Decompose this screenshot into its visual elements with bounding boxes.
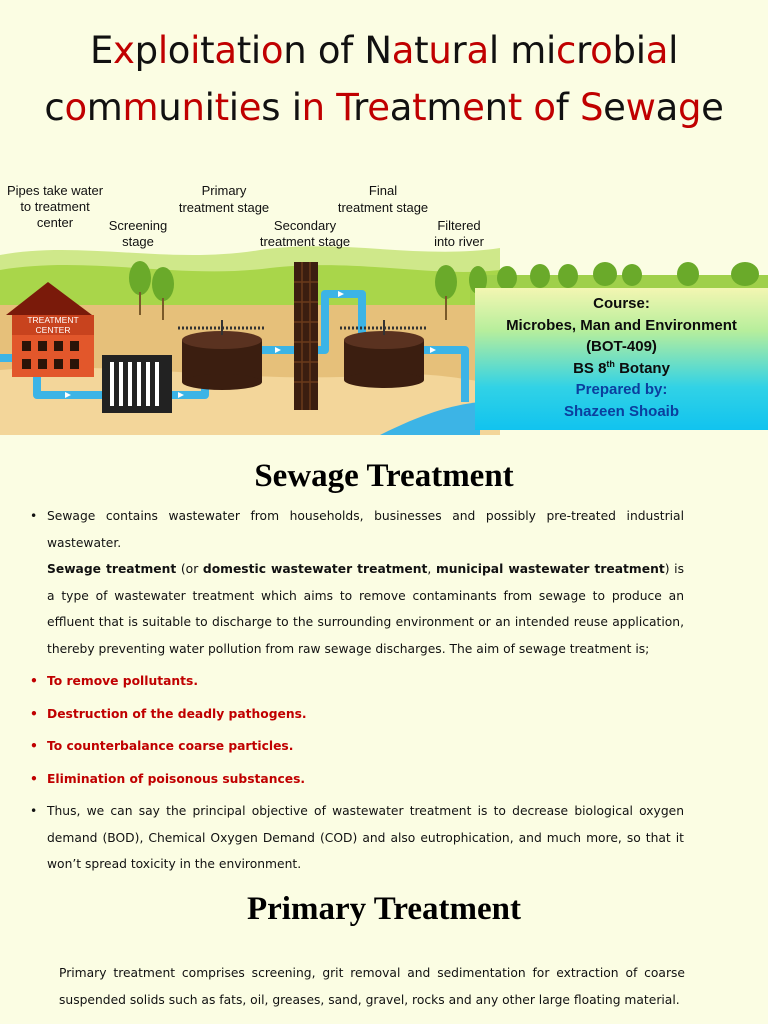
title-segment: N	[364, 29, 392, 72]
title-segment: t	[214, 86, 229, 129]
sewage-treatment-bullets	[28, 503, 684, 878]
title-segment: n	[283, 29, 307, 72]
title-segment: r	[353, 86, 368, 129]
label-screening-2: stage	[122, 234, 154, 249]
intro-bold-3: municipal wastewater treatment	[435, 562, 665, 576]
title-segment: x	[113, 29, 135, 72]
aim-item: • To counterbalance coarse particles.	[28, 733, 684, 760]
label-pipes-2: to treatment	[20, 199, 90, 214]
intro-text-1: Sewage contains wastewater from households, businesses and possibly pre-treated industrial wastewater.	[47, 509, 684, 550]
label-final-1: Final	[368, 183, 398, 198]
intro-text-4: ) is a type of wastewater treatment which aims to remove contaminants from sewage to produce an effluent that is suitable to discharge to the surrounding environment or an intended reuse application, thereby preventing water pollution from raw sewage discharges. The aim of sewage treatment is;	[47, 562, 684, 656]
title-segment: i	[228, 86, 239, 129]
primary-treatment-text: Primary treatment comprises screening, grit removal and sedimentation for extraction of coarse suspended solids such as fats, oil, greases, sand, gravel, rocks and any other large floating material.	[59, 966, 685, 1007]
title-segment: o	[590, 29, 613, 72]
program	[475, 358, 768, 380]
title-segment: w	[625, 86, 656, 129]
label-primary-2: treatment stage	[178, 200, 270, 215]
title-segment: m	[426, 86, 463, 129]
sewage-treatment-heading: Sewage Treatment	[254, 458, 514, 494]
title-segment: t	[507, 86, 522, 129]
title-segment: T	[336, 86, 354, 129]
title-segment: a	[214, 29, 237, 72]
title-segment: c	[44, 86, 65, 129]
title-segment: r	[576, 29, 591, 72]
title-segment: l mi	[488, 29, 557, 72]
treatment-center-label-1: TREATMENT	[27, 315, 79, 325]
title-segment: i	[204, 86, 215, 129]
title-segment: o	[167, 29, 191, 72]
title-segment: u	[158, 86, 182, 129]
title-segment: f	[555, 86, 580, 129]
intro-paragraph	[28, 503, 684, 662]
program-suffix: Botany	[614, 359, 670, 377]
title-segment: o	[533, 86, 556, 129]
title-segment: m	[86, 86, 123, 129]
title-line-2	[0, 79, 768, 136]
primary-treatment-heading: Primary Treatment	[247, 891, 521, 927]
title-segment: t	[200, 29, 215, 72]
title-segment: a	[655, 86, 678, 129]
title-segment: s i	[261, 86, 302, 129]
title-segment	[325, 86, 336, 129]
title-segment: n	[181, 86, 205, 129]
title-segment: o	[64, 86, 87, 129]
title-segment: t	[414, 29, 429, 72]
title-segment: e	[701, 86, 724, 129]
label-screening-1: Screening	[108, 218, 168, 233]
title-segment: p	[134, 29, 158, 72]
title-segment: c	[556, 29, 577, 72]
conclusion-paragraph: • Thus, we can say the principal objective of wastewater treatment is to decrease biological oxygen demand (BOD), Chemical Oxygen Demand (COD) and also eutrophication, and much more, so that it won’t spread toxicity in the environment.	[28, 798, 684, 878]
aim-item: • Elimination of poisonous substances.	[28, 766, 684, 793]
label-filtered-2: into river	[434, 234, 484, 249]
title-segment: a	[466, 29, 489, 72]
title-segment: t	[412, 86, 427, 129]
title-segment: u	[428, 29, 452, 72]
title-segment: m	[122, 86, 159, 129]
title-segment: e	[462, 86, 485, 129]
title-segment: a	[391, 29, 415, 72]
title-segment: e	[603, 86, 626, 129]
title-segment: e	[238, 86, 262, 129]
title-segment: n	[484, 86, 508, 129]
title-segment: of	[306, 29, 365, 72]
document-title	[0, 22, 768, 136]
title-segment	[522, 86, 533, 129]
label-secondary-1: Secondary	[273, 218, 337, 233]
program-superscript: th	[606, 358, 615, 369]
aim-item: • Destruction of the deadly pathogens.	[28, 701, 684, 728]
label-final-2: treatment stage	[337, 200, 429, 215]
label-pipes-1: Pipes take water	[6, 183, 104, 198]
author-name: Shazeen Shoaib	[563, 402, 680, 420]
treatment-center-label-2: CENTER	[35, 325, 71, 335]
title-segment: a	[389, 86, 413, 129]
program-prefix: BS 8	[573, 359, 607, 377]
label-secondary-2: treatment stage	[259, 234, 351, 249]
title-segment: l	[668, 29, 679, 72]
intro-text-2: (or	[176, 562, 203, 576]
title-segment: g	[677, 86, 702, 129]
title-segment: E	[89, 29, 114, 72]
intro-text-3: ,	[427, 562, 436, 576]
title-segment: S	[579, 86, 604, 129]
course-code: (BOT-409)	[586, 338, 657, 355]
label-filtered-1: Filtered	[437, 218, 481, 233]
prepared-by-label: Prepared by:	[575, 381, 668, 398]
label-primary-1: Primary	[201, 183, 247, 198]
title-segment: bi	[612, 29, 646, 72]
aim-item: • To remove pollutants.	[28, 668, 684, 695]
title-segment: n	[301, 86, 325, 129]
title-segment: ti	[236, 29, 261, 72]
title-segment: l	[157, 29, 168, 72]
intro-bold-1: Sewage treatment	[47, 562, 177, 576]
title-segment: a	[645, 29, 669, 72]
course-info-box	[475, 288, 768, 430]
title-segment: o	[260, 29, 284, 72]
label-pipes-3: center	[36, 215, 74, 230]
intro-bold-2: domestic wastewater treatment	[202, 562, 428, 576]
title-line-1	[0, 22, 768, 79]
title-segment: r	[451, 29, 467, 72]
secondary-tower	[294, 262, 318, 410]
course-name: Microbes, Man and Environment	[506, 316, 737, 334]
course-label: Course:	[593, 295, 650, 312]
title-segment: i	[190, 29, 201, 72]
title-segment: e	[367, 86, 390, 129]
